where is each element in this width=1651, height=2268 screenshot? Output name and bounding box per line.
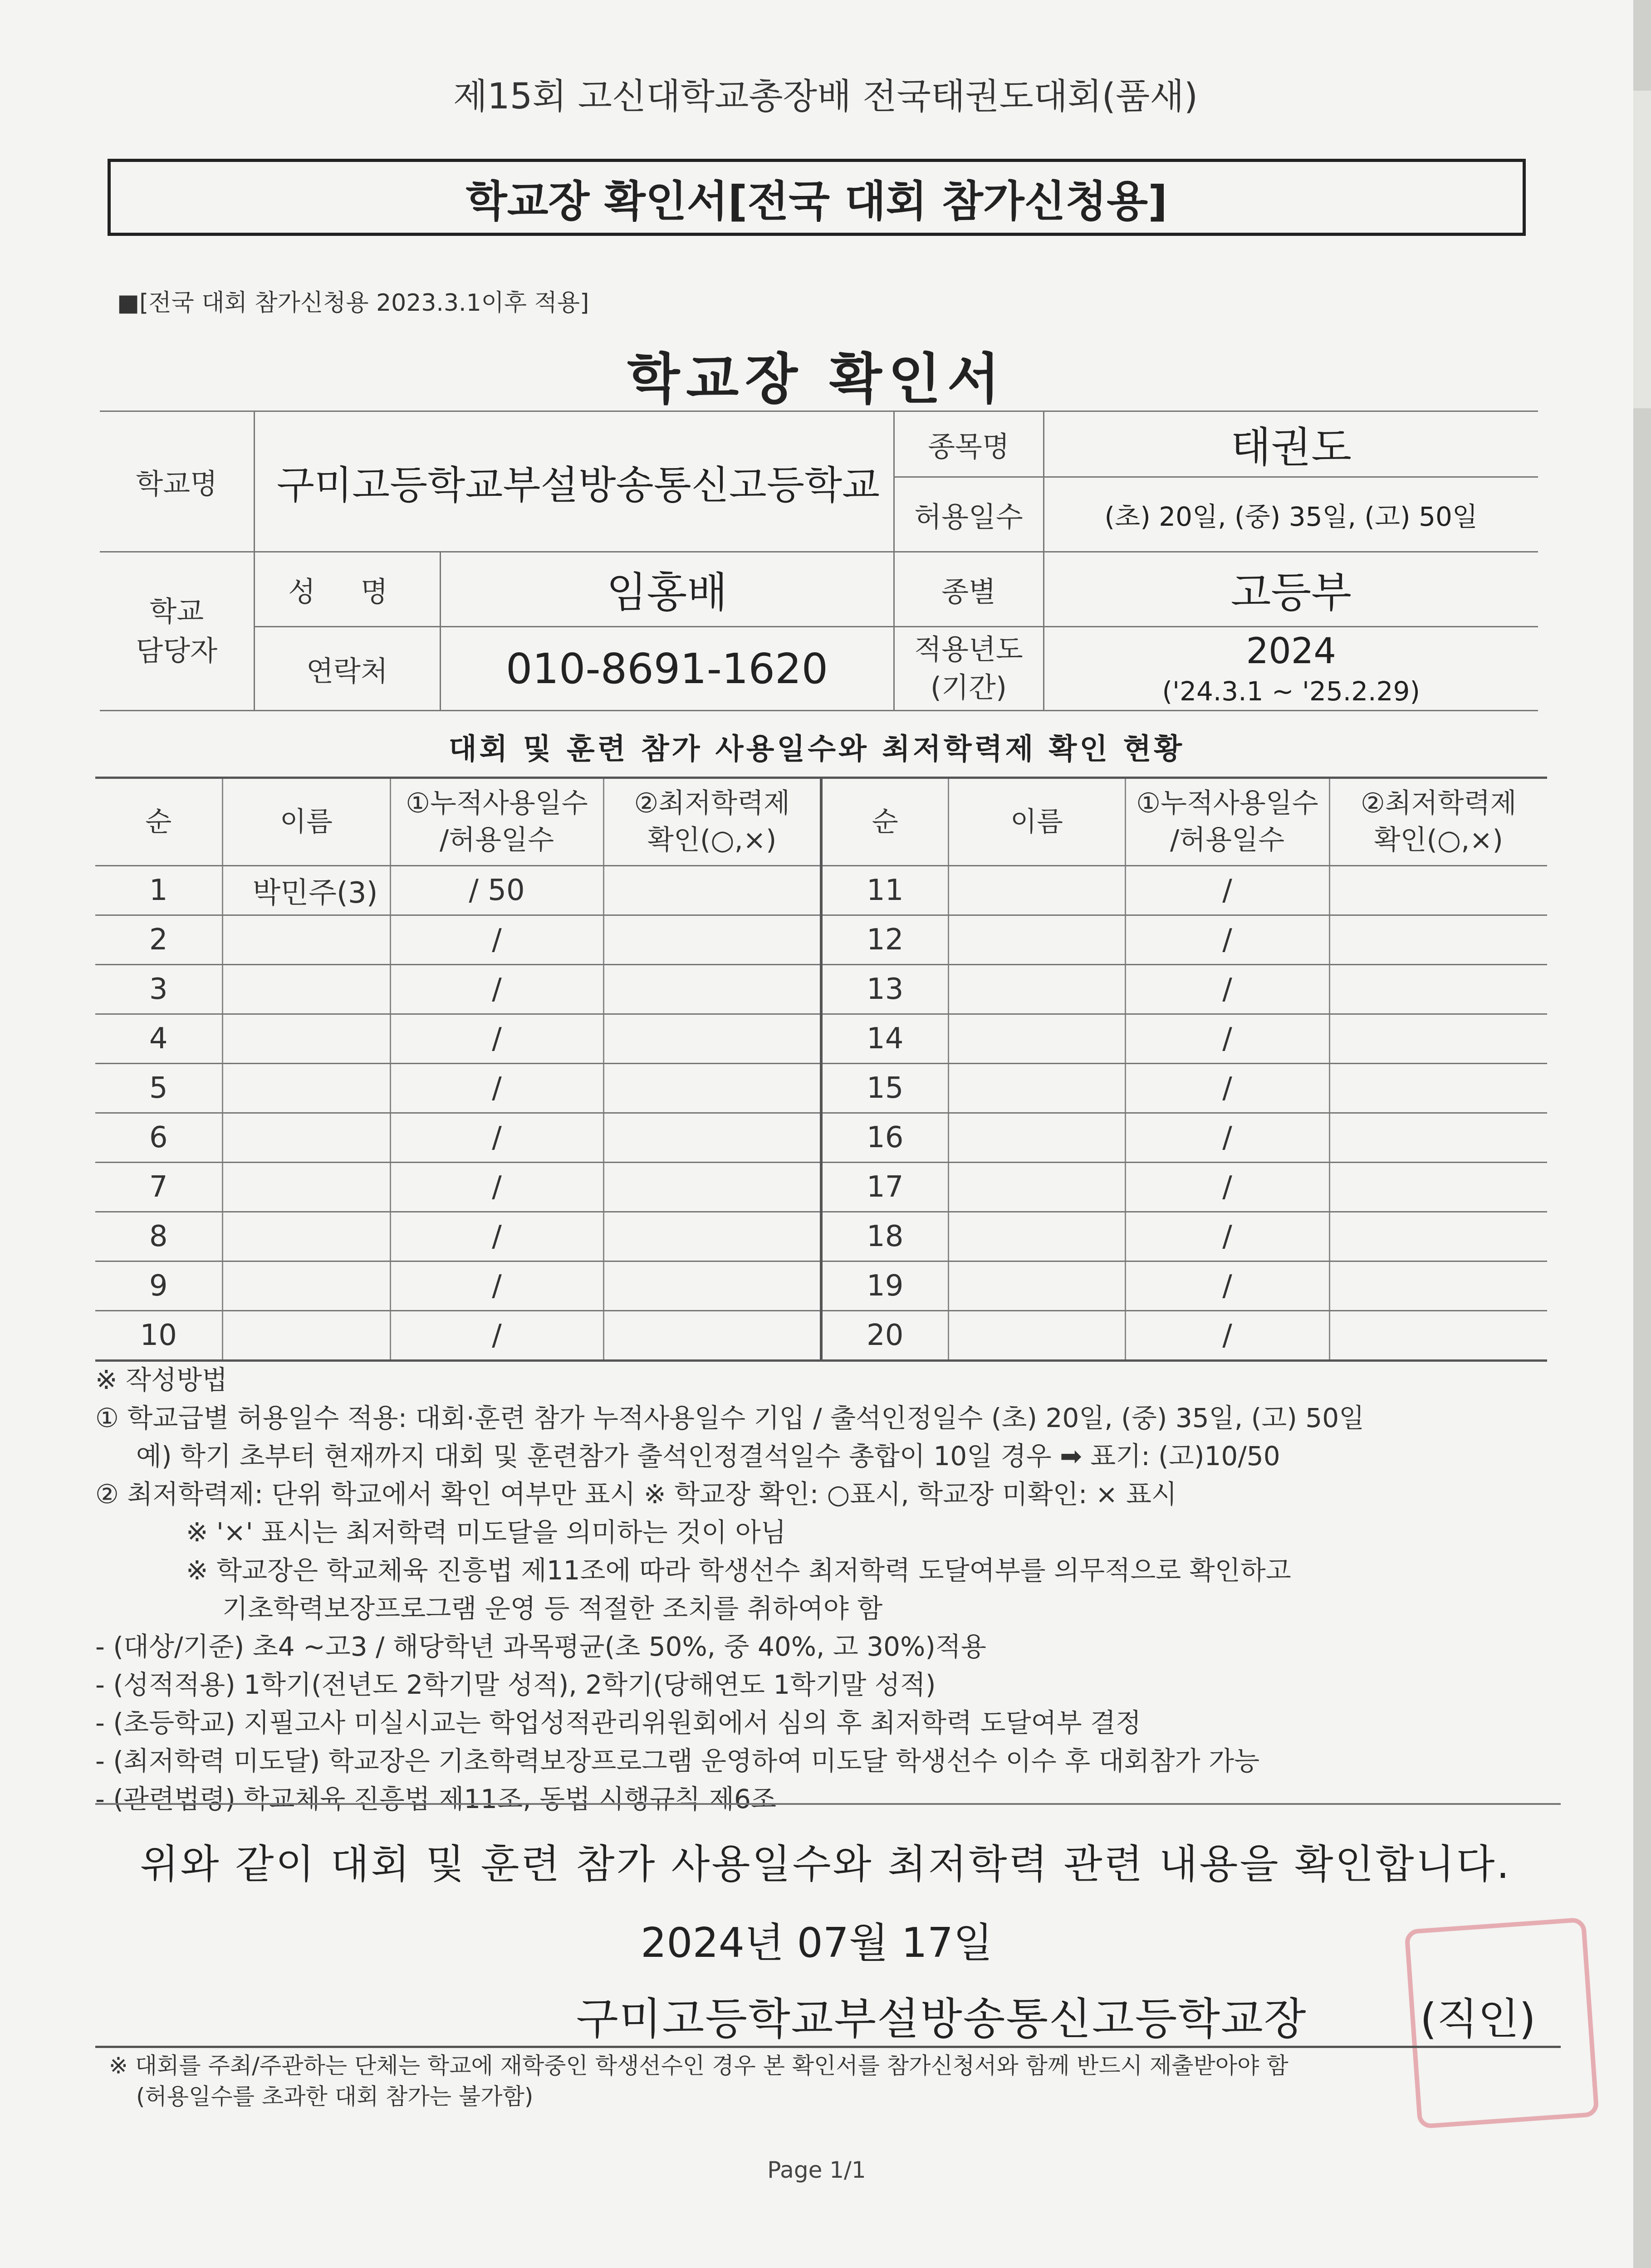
event-value: 태권도 <box>1044 411 1538 477</box>
seal-label: (직인) <box>1420 1994 1536 2044</box>
row-grade <box>1329 915 1547 965</box>
category-value: 고등부 <box>1044 552 1538 627</box>
row-grade <box>1329 1014 1547 1064</box>
row-grade <box>1329 1311 1547 1361</box>
header-name-2: 이름 <box>948 778 1125 866</box>
form-note: ■[전국 대회 참가신청용 2023.3.1이후 적용] <box>117 289 589 317</box>
header-grade-2-line1: ②최저학력제 <box>1360 787 1517 819</box>
row-grade <box>603 1163 821 1212</box>
page-number: Page 1/1 <box>767 2157 866 2183</box>
row-days: / <box>1125 1163 1329 1212</box>
row-name <box>948 1311 1125 1361</box>
name-label: 성 명 <box>254 552 440 627</box>
row-name <box>948 1064 1125 1113</box>
participation-table <box>95 777 1547 1362</box>
row-grade <box>1329 965 1547 1014</box>
table-row <box>95 915 1547 965</box>
instruction-line: ① 학교급별 허용일수 적용: 대회·훈련 참가 누적사용일수 기입 / 출석인정일수 (초) 20일, (중) 35일, (고) 50일 <box>95 1403 1365 1433</box>
header-no-2: 순 <box>821 778 948 866</box>
row-grade <box>1329 1163 1547 1212</box>
instruction-line: 예) 학기 초부터 현재까지 대회 및 훈련참가 출석인정결석일수 총합이 10일 경우 ➡ 표기: (고)10/50 <box>136 1441 1280 1471</box>
signer: 구미고등학교부설방송통신고등학교장 <box>576 1994 1307 2044</box>
date: 2024년 07월 17일 <box>640 1919 993 1967</box>
header-box: 학교장 확인서[전국 대회 참가신청용] <box>108 159 1526 236</box>
header-days <box>390 778 603 866</box>
row-name <box>948 915 1125 965</box>
header-days-2-line2: /허용일수 <box>1170 824 1285 856</box>
row-no: 12 <box>821 915 948 965</box>
row-days: / <box>390 1212 603 1261</box>
row-name <box>948 866 1125 915</box>
row-days: / <box>390 1163 603 1212</box>
instruction-line: - (대상/기준) 초4 ~고3 / 해당학년 과목평균(초 50%, 중 40%, 고 30%)적용 <box>95 1631 986 1662</box>
contact-value: 010-8691-1620 <box>440 627 894 711</box>
row-days: / <box>1125 1212 1329 1261</box>
divider <box>95 2046 1561 2048</box>
row-no: 20 <box>821 1311 948 1361</box>
row-name <box>222 1261 390 1311</box>
row-name <box>222 1163 390 1212</box>
header-days-2-line1: ①누적사용일수 <box>1136 787 1318 819</box>
row-no: 6 <box>95 1113 222 1163</box>
header-grade <box>603 778 821 866</box>
allowed-days-label: 허용일수 <box>894 477 1044 552</box>
row-name <box>222 1014 390 1064</box>
category-label: 종별 <box>894 552 1044 627</box>
school-name: 구미고등학교부설방송통신고등학교 <box>254 411 894 552</box>
row-no: 18 <box>821 1212 948 1261</box>
instruction-line: 기초학력보장프로그램 운영 등 적절한 조치를 취하여야 함 <box>222 1593 883 1624</box>
table-row <box>95 866 1547 915</box>
table-row <box>95 1064 1547 1113</box>
row-name <box>948 1261 1125 1311</box>
instruction-line: ② 최저학력제: 단위 학교에서 확인 여부만 표시 ※ 학교장 확인: ○표시, 학교장 미확인: × 표시 <box>95 1479 1177 1510</box>
row-grade <box>603 1064 821 1113</box>
contact-label: 연락처 <box>254 627 440 711</box>
row-days: / <box>1125 1311 1329 1361</box>
row-no: 10 <box>95 1311 222 1361</box>
row-days: / <box>1125 1064 1329 1113</box>
row-days: / <box>390 1064 603 1113</box>
row-name <box>948 1113 1125 1163</box>
allowed-days-value: (초) 20일, (중) 35일, (고) 50일 <box>1044 477 1538 552</box>
year-label <box>894 627 1044 711</box>
row-grade <box>603 915 821 965</box>
confirm-text: 위와 같이 대회 및 훈련 참가 사용일수와 최저학력 관련 내용을 확인합니다. <box>140 1841 1511 1887</box>
row-name <box>222 1212 390 1261</box>
row-name: 박민주(3) <box>222 866 390 915</box>
section-title: 대회 및 훈련 참가 사용일수와 최저학력제 확인 현황 <box>448 733 1185 766</box>
row-days: / <box>390 965 603 1014</box>
row-grade <box>603 1014 821 1064</box>
footnote-line-1: ※ 대회를 주최/주관하는 단체는 학교에 재학중인 학생선수인 경우 본 확인서를 참가신청서와 함께 반드시 제출받아야 함 <box>109 2053 1288 2079</box>
name-value: 임홍배 <box>440 552 894 627</box>
row-name <box>948 965 1125 1014</box>
year-cell <box>1044 627 1538 711</box>
year-label-line2: (기간) <box>930 671 1007 704</box>
row-days: / <box>390 1311 603 1361</box>
table-body <box>95 866 1547 1361</box>
footnote <box>109 2050 1583 2112</box>
row-name <box>222 1113 390 1163</box>
header-grade-line2: 확인(○,×) <box>647 824 777 856</box>
table-row <box>95 1212 1547 1261</box>
row-grade <box>603 1261 821 1311</box>
table-row <box>95 1311 1547 1361</box>
row-days: / <box>390 1014 603 1064</box>
row-no: 2 <box>95 915 222 965</box>
row-name <box>948 1212 1125 1261</box>
row-grade <box>1329 1261 1547 1311</box>
instruction-line: ※ 학교장은 학교체육 진흥법 제11조에 따라 학생선수 최저학력 도달여부를 의무적으로 확인하고 <box>186 1555 1291 1586</box>
table-row <box>95 1163 1547 1212</box>
header-days-line2: /허용일수 <box>439 824 554 856</box>
footnote-line-2: (허용일수를 초과한 대회 참가는 불가함) <box>136 2083 534 2110</box>
header-grade-line1: ②최저학력제 <box>634 787 790 819</box>
row-no: 8 <box>95 1212 222 1261</box>
instruction-line: - (초등학교) 지필고사 미실시교는 학업성적관리위원회에서 심의 후 최저학력 도달여부 결정 <box>95 1707 1141 1738</box>
row-no: 13 <box>821 965 948 1014</box>
header-no: 순 <box>95 778 222 866</box>
table-row <box>95 1014 1547 1064</box>
instruction-line: - (관련법령) 학교체육 진흥법 제11조, 동법 시행규칙 제6조 <box>95 1784 776 1814</box>
row-no: 19 <box>821 1261 948 1311</box>
row-grade <box>603 1311 821 1361</box>
row-no: 4 <box>95 1014 222 1064</box>
instructions-title: ※ 작성방법 <box>95 1364 228 1395</box>
row-grade <box>1329 866 1547 915</box>
row-grade <box>603 1113 821 1163</box>
row-days: / <box>1125 1261 1329 1311</box>
row-name <box>222 915 390 965</box>
table-row <box>95 1261 1547 1311</box>
row-grade <box>1329 1212 1547 1261</box>
year-label-line1: 적용년도 <box>914 633 1023 666</box>
table-row <box>95 1113 1547 1163</box>
competition-name: 제15회 고신대학교총장배 전국태권도대회(품새) <box>453 76 1198 117</box>
manager-label: 학교 담당자 <box>100 552 254 711</box>
row-grade <box>1329 1113 1547 1163</box>
instruction-line: - (성적적용) 1학기(전년도 2학기말 성적), 2학기(당해연도 1학기말 성적) <box>95 1669 936 1700</box>
row-name <box>948 1163 1125 1212</box>
row-days: / <box>1125 1113 1329 1163</box>
header-name: 이름 <box>222 778 390 866</box>
row-name <box>222 965 390 1014</box>
row-days: / <box>390 1113 603 1163</box>
header-days-line1: ①누적사용일수 <box>406 787 588 819</box>
row-no: 1 <box>95 866 222 915</box>
row-days: / <box>1125 866 1329 915</box>
row-days: / <box>1125 965 1329 1014</box>
row-no: 15 <box>821 1064 948 1113</box>
table-row <box>95 965 1547 1014</box>
instruction-line: ※ '×' 표시는 최저학력 미도달을 의미하는 것이 아님 <box>186 1517 786 1548</box>
header-days-2 <box>1125 778 1329 866</box>
info-table <box>100 411 1538 711</box>
row-no: 9 <box>95 1261 222 1311</box>
row-name <box>222 1064 390 1113</box>
row-no: 11 <box>821 866 948 915</box>
row-days: / <box>1125 915 1329 965</box>
row-no: 7 <box>95 1163 222 1212</box>
row-no: 3 <box>95 965 222 1014</box>
period-value: ('24.3.1 ~ '25.2.29) <box>1162 676 1420 707</box>
row-name <box>222 1311 390 1361</box>
row-grade <box>603 1212 821 1261</box>
instructions <box>95 1361 1570 1818</box>
row-no: 14 <box>821 1014 948 1064</box>
row-days: / <box>1125 1014 1329 1064</box>
instruction-line: - (최저학력 미도달) 학교장은 기초학력보장프로그램 운영하여 미도달 학생선수 이수 후 대회참가 가능 <box>95 1745 1260 1776</box>
row-days: / 50 <box>390 866 603 915</box>
event-label: 종목명 <box>894 411 1044 477</box>
row-grade <box>1329 1064 1547 1113</box>
adjacent-sheet <box>1633 91 1651 408</box>
row-name <box>948 1014 1125 1064</box>
row-no: 16 <box>821 1113 948 1163</box>
row-grade <box>603 866 821 915</box>
school-label: 학교명 <box>100 411 254 552</box>
divider <box>95 1803 1561 1805</box>
header-grade-2-line2: 확인(○,×) <box>1374 824 1503 856</box>
row-no: 5 <box>95 1064 222 1113</box>
row-days: / <box>390 915 603 965</box>
row-days: / <box>390 1261 603 1311</box>
header-grade-2 <box>1329 778 1547 866</box>
row-no: 17 <box>821 1163 948 1212</box>
row-grade <box>603 965 821 1014</box>
year-value: 2024 <box>1246 631 1336 672</box>
main-title: 학교장 확인서 <box>627 348 1006 411</box>
